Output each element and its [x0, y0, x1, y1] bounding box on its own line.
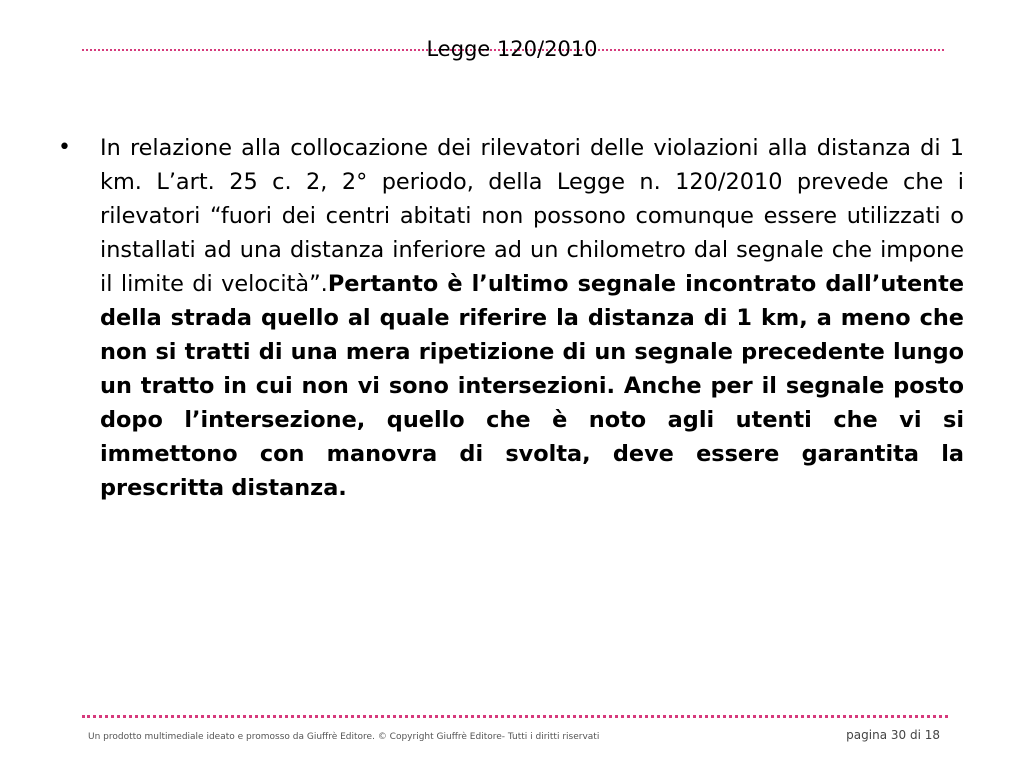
footer-dotted-rule — [82, 715, 948, 718]
slide-title: Legge 120/2010 — [426, 37, 598, 61]
bullet-item — [58, 131, 964, 505]
footer-copyright: Un prodotto multimediale ideato e promosso da Giuffrè Editore. © Copyright Giuffrè Editore- Tutti i diritti riservati — [88, 732, 600, 742]
bullet-paragraph — [100, 131, 964, 505]
bullet-text-bold: Pertanto è l’ultimo segnale incontrato dall’utente della strada quello al quale riferire la distanza di 1 km, a meno che non si tratti di una mera ripetizione di un segnale precedente lungo un tratto in cui non vi sono intersezioni. Anche per il segnale posto dopo l’intersezione, quello che è noto agli utenti che vi si immettono con manovra di svolta, deve essere garantita la prescritta distanza. — [100, 271, 965, 501]
bullet-text-regular: In relazione alla collocazione dei rilevatori delle violazioni alla distanza di 1 km. L’art. 25 c. 2, 2° periodo, della Legge n. 120/2010 prevede che i rilevatori “fuori dei centri abitati non possono comunque essere utilizzati o installati ad una distanza inferiore ad un chilometro dal segnale che impone il limite di velocità”. — [100, 135, 964, 297]
page-number: pagina 30 di 18 — [846, 728, 940, 742]
bullet-marker: • — [58, 135, 71, 160]
